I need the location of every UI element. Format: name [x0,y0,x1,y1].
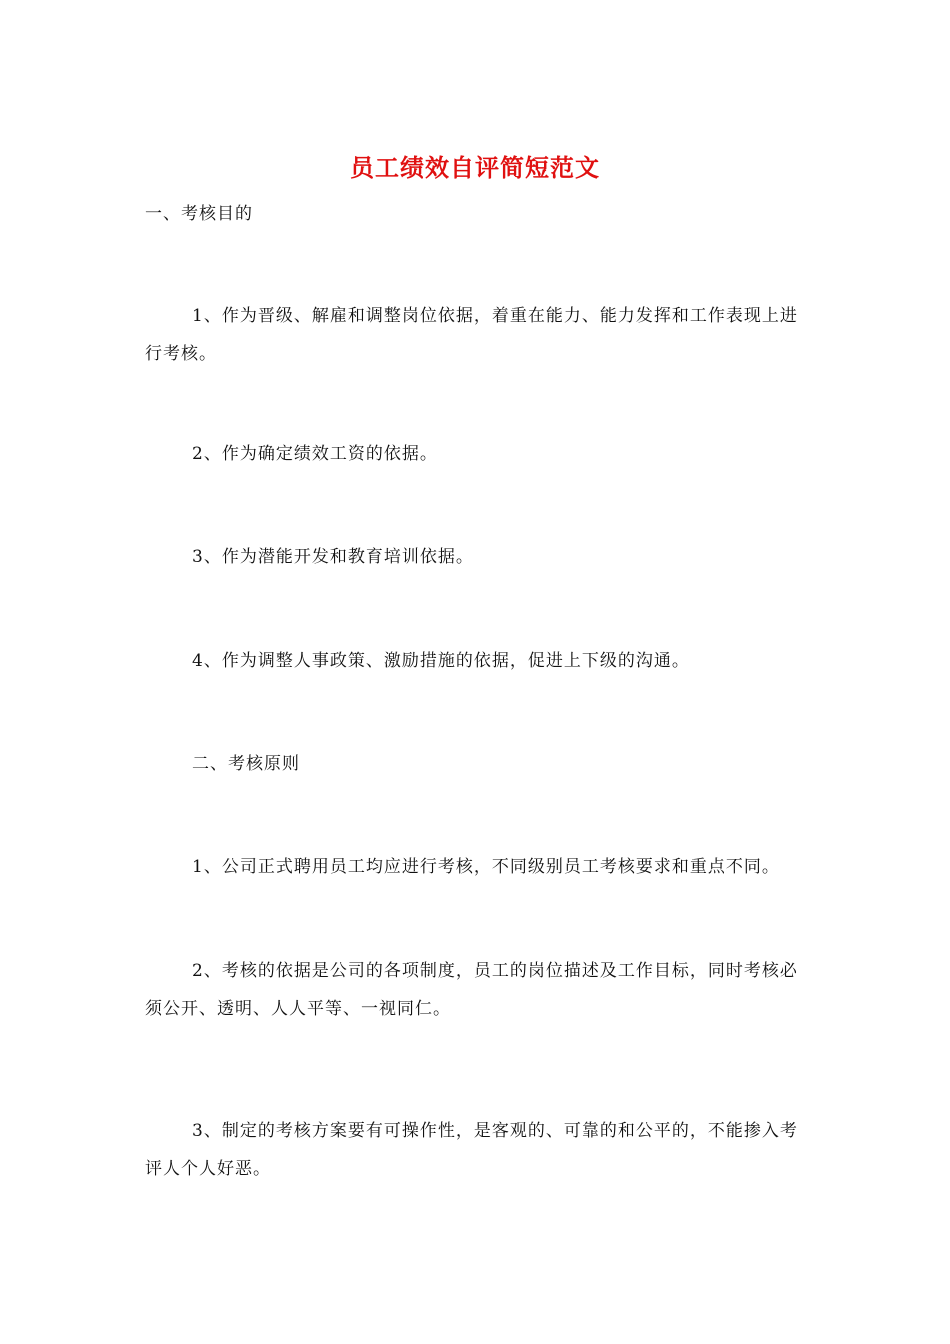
paragraph: 1、作为晋级、解雇和调整岗位依据，着重在能力、能力发挥和工作表现上进行考核。 [145,306,798,364]
section-heading-principles: 二、考核原则 [192,754,300,774]
paragraph: 2、作为确定绩效工资的依据。 [192,444,438,464]
paragraph: 3、作为潜能开发和教育培训依据。 [192,547,474,567]
paragraph: 4、作为调整人事政策、激励措施的依据，促进上下级的沟通。 [192,651,690,671]
paragraph: 2、考核的依据是公司的各项制度，员工的岗位描述及工作目标，同时考核必须公开、透明、人人平等、一视同仁。 [145,961,798,1019]
document-title: 员工绩效自评简短范文 [350,153,600,182]
paragraph: 1、公司正式聘用员工均应进行考核，不同级别员工考核要求和重点不同。 [192,857,780,877]
paragraph: 3、制定的考核方案要有可操作性，是客观的、可靠的和公平的，不能掺入考评人个人好恶。 [145,1121,798,1179]
section-heading-purpose: 一、考核目的 [145,204,253,224]
